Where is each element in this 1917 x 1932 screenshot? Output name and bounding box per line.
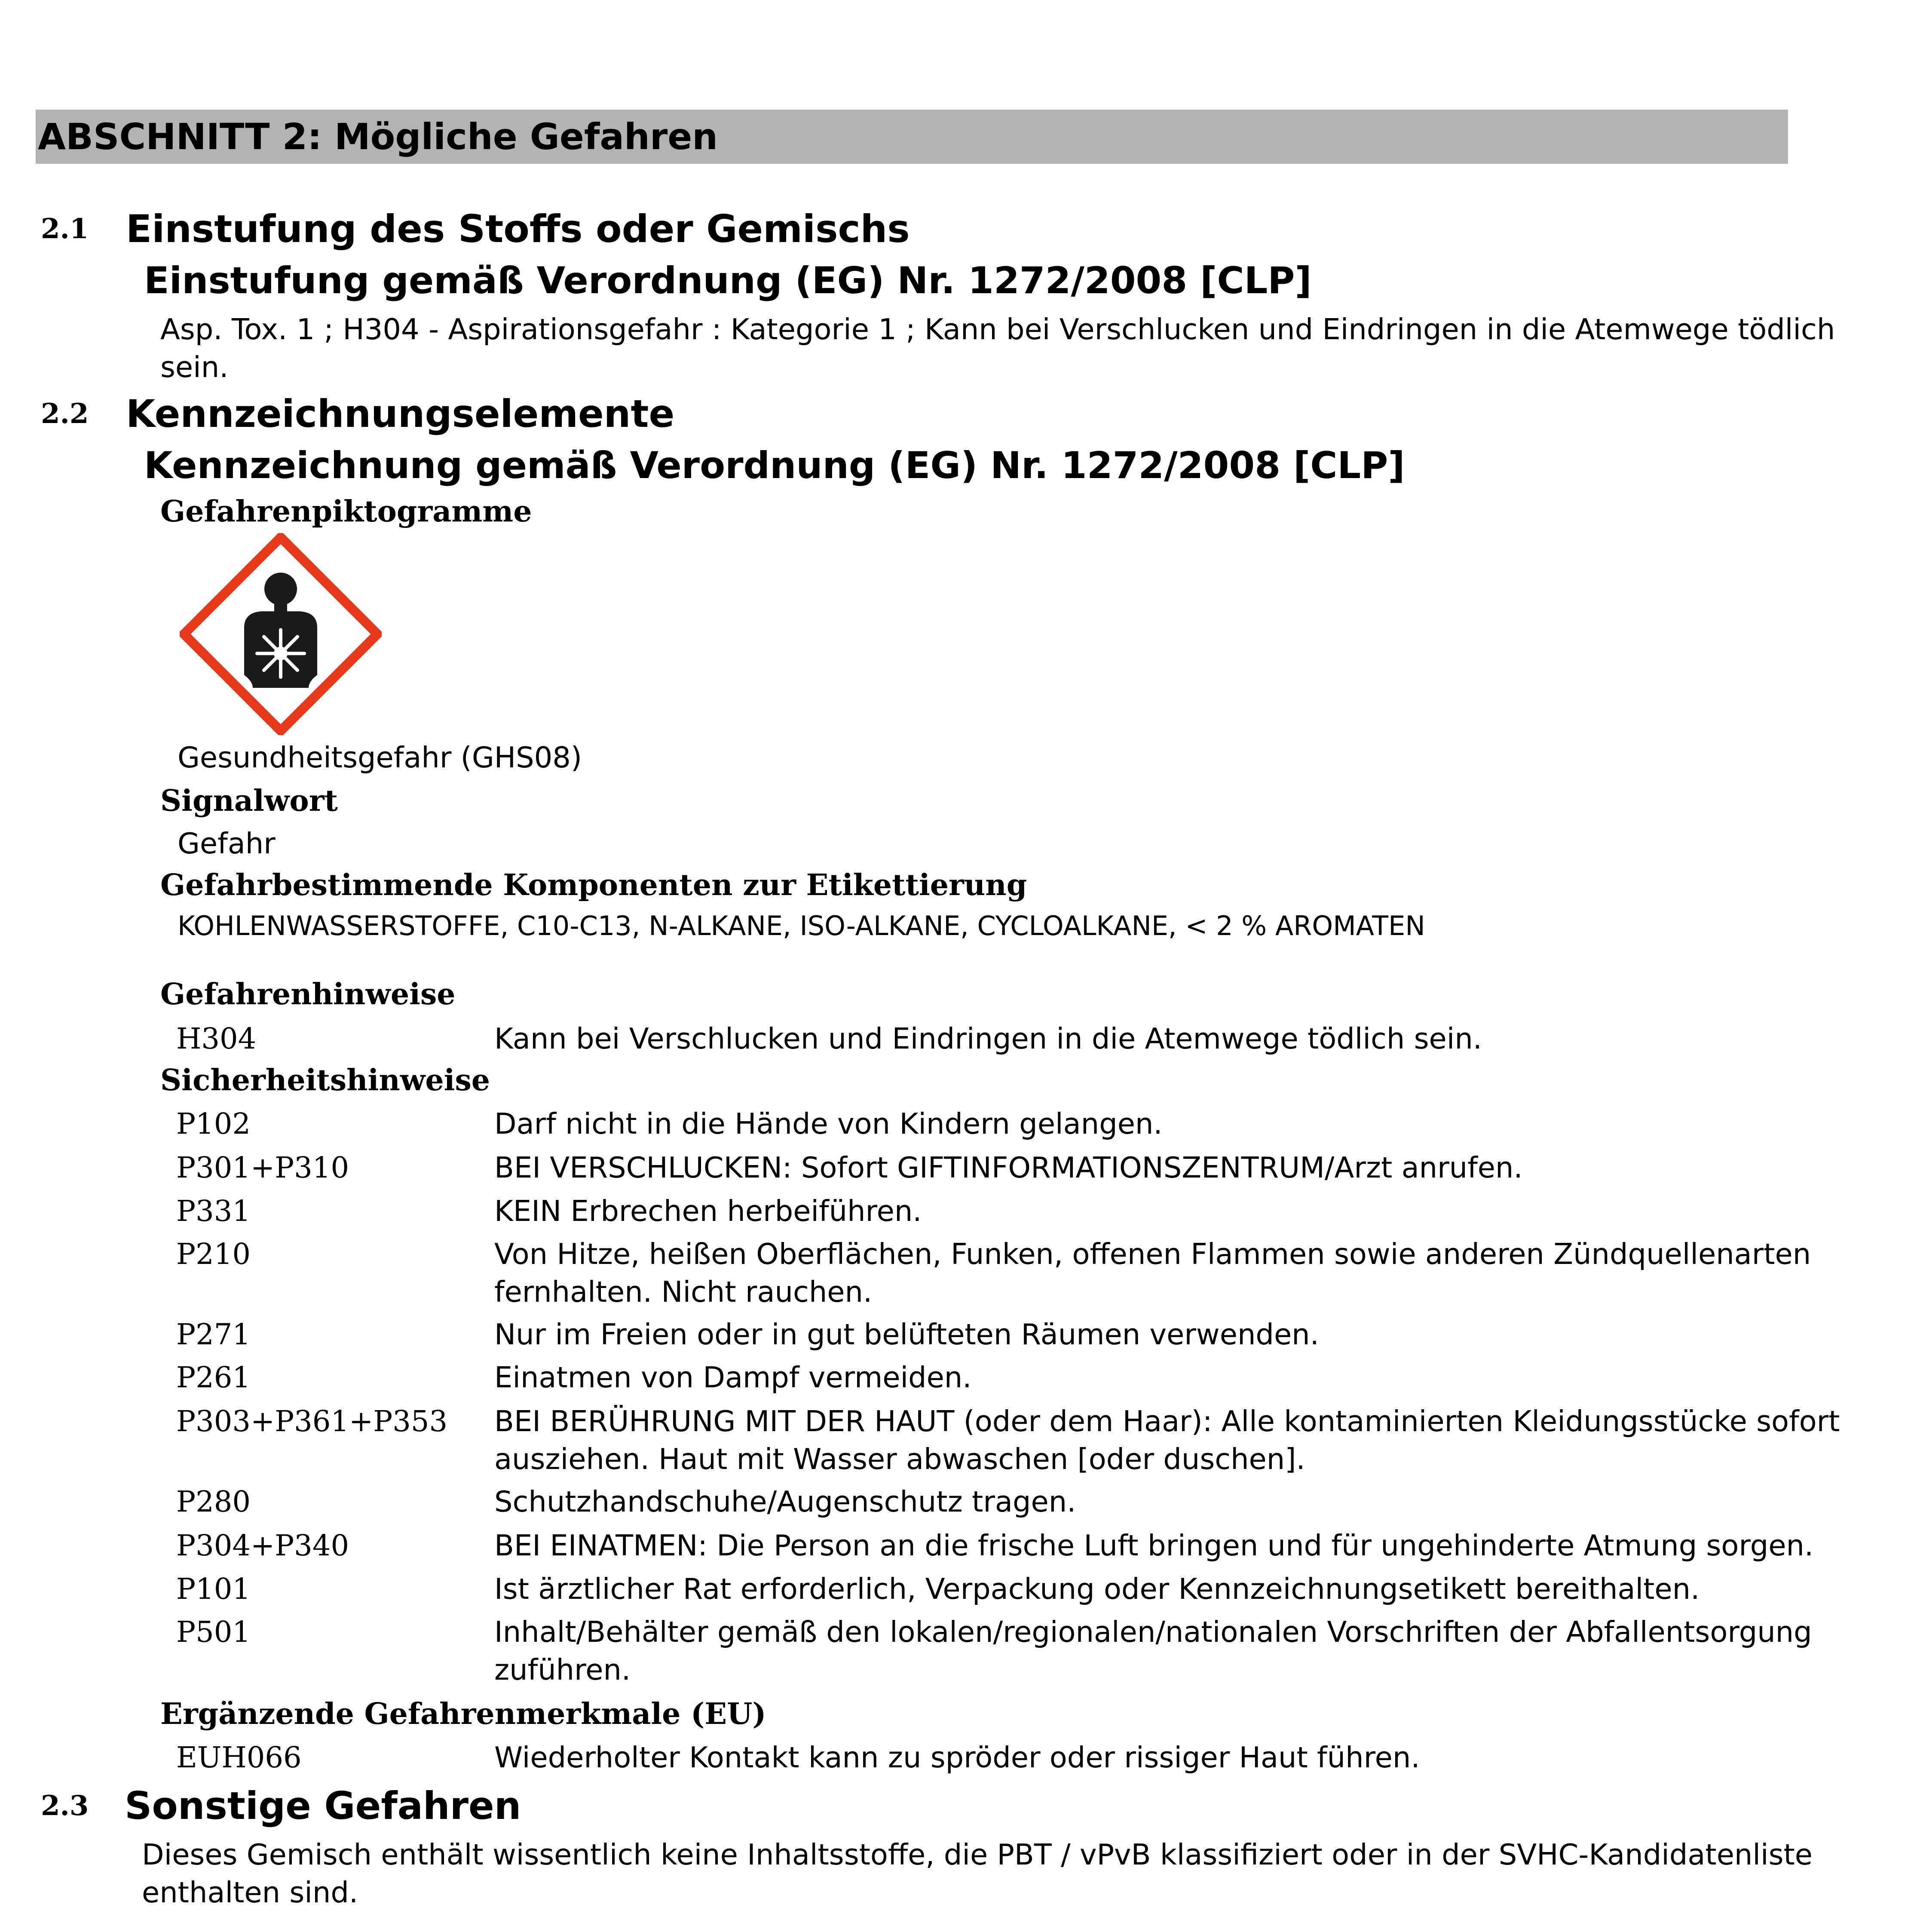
subsection-number-2-2: 2.2 — [41, 398, 89, 430]
hazard-text: Kann bei Verschlucken und Eindringen in die Atemwege tödlich sein. — [494, 1022, 1482, 1055]
precaution-text: Darf nicht in die Hände von Kindern gelangen. — [494, 1107, 1163, 1141]
signal-word-label: Signalwort — [160, 784, 338, 818]
subsection-title-2-2: Kennzeichnungselemente — [126, 392, 675, 436]
precaution-code: P501 — [176, 1615, 251, 1649]
other-hazards-line-1: Dieses Gemisch enthält wissentlich keine Inhaltsstoffe, die PBT / vPvB klassifiziert oder in der SVHC-Kandidatenliste — [142, 1838, 1813, 1871]
precaution-code: P210 — [176, 1237, 251, 1271]
precaution-text-cont: zuführen. — [494, 1653, 631, 1687]
pictogram-caption: Gesundheitsgefahr (GHS08) — [178, 741, 582, 774]
subsection-number-2-1: 2.1 — [41, 213, 89, 245]
precaution-code: P101 — [176, 1572, 251, 1606]
classification-text-line-1: Asp. Tox. 1 ; H304 - Aspirationsgefahr : Kategorie 1 ; Kann bei Verschlucken und Eindringen in die Atemwege tödlich — [160, 313, 1835, 346]
precaution-text-cont: ausziehen. Haut mit Wasser abwaschen [oder duschen]. — [494, 1442, 1305, 1476]
precaution-text: Schutzhandschuhe/Augenschutz tragen. — [494, 1485, 1076, 1518]
labelling-subtitle: Kennzeichnung gemäß Verordnung (EG) Nr. 1272/2008 [CLP] — [144, 444, 1405, 487]
supplemental-code: EUH066 — [176, 1741, 302, 1774]
precaution-code: P331 — [176, 1194, 251, 1228]
hazard-code: H304 — [176, 1022, 257, 1055]
health-hazard-icon — [180, 533, 382, 735]
supplemental-label: Ergänzende Gefahrenmerkmale (EU) — [160, 1697, 766, 1731]
subsection-title-2-1: Einstufung des Stoffs oder Gemischs — [126, 207, 910, 251]
precaution-text: KEIN Erbrechen herbeiführen. — [494, 1194, 922, 1228]
precautionary-statements-label: Sicherheitshinweise — [160, 1063, 490, 1098]
precaution-text: Inhalt/Behälter gemäß den lokalen/regionalen/nationalen Vorschriften der Abfallentsorgung — [494, 1615, 1812, 1649]
components-label: Gefahrbestimmende Komponenten zur Etikettierung — [160, 868, 1027, 902]
components-text: KOHLENWASSERSTOFFE, C10-C13, N-ALKANE, ISO-ALKANE, CYCLOALKANE, < 2 % AROMATEN — [178, 910, 1425, 941]
precaution-code: P271 — [176, 1318, 251, 1351]
precaution-text: BEI BERÜHRUNG MIT DER HAUT (oder dem Haar): Alle kontaminierten Kleidungsstücke sofort — [494, 1405, 1840, 1438]
precaution-text: Ist ärztlicher Rat erforderlich, Verpackung oder Kennzeichnungsetikett bereithalten. — [494, 1572, 1700, 1606]
supplemental-text: Wiederholter Kontakt kann zu spröder oder rissiger Haut führen. — [494, 1741, 1420, 1774]
precaution-text: BEI VERSCHLUCKEN: Sofort GIFTINFORMATIONSZENTRUM/Arzt anrufen. — [494, 1151, 1523, 1184]
other-hazards-line-2: enthalten sind. — [142, 1876, 358, 1909]
precaution-code: P303+P361+P353 — [176, 1405, 448, 1438]
precaution-text: BEI EINATMEN: Die Person an die frische Luft bringen und für ungehinderte Atmung sorgen. — [494, 1529, 1814, 1562]
pictograms-label: Gefahrenpiktogramme — [160, 494, 532, 529]
precaution-code: P304+P340 — [176, 1529, 349, 1562]
precaution-code: P102 — [176, 1107, 251, 1141]
precaution-code: P280 — [176, 1485, 251, 1518]
precaution-text: Einatmen von Dampf vermeiden. — [494, 1361, 972, 1394]
classification-text-line-2: sein. — [160, 350, 229, 384]
precaution-code: P261 — [176, 1361, 251, 1394]
precaution-text-cont: fernhalten. Nicht rauchen. — [494, 1275, 873, 1309]
precaution-text: Nur im Freien oder in gut belüfteten Räumen verwenden. — [494, 1318, 1319, 1351]
subsection-number-2-3: 2.3 — [41, 1790, 89, 1822]
hazard-statements-label: Gefahrenhinweise — [160, 977, 456, 1012]
subsection-title-2-3: Sonstige Gefahren — [125, 1784, 521, 1828]
signal-word: Gefahr — [178, 827, 276, 860]
section-title: ABSCHNITT 2: Mögliche Gefahren — [38, 116, 718, 158]
precaution-code: P301+P310 — [176, 1151, 349, 1184]
classification-subtitle: Einstufung gemäß Verordnung (EG) Nr. 1272/2008 [CLP] — [144, 259, 1312, 302]
precaution-text: Von Hitze, heißen Oberflächen, Funken, offenen Flammen sowie anderen Zündquellenarten — [494, 1237, 1811, 1271]
